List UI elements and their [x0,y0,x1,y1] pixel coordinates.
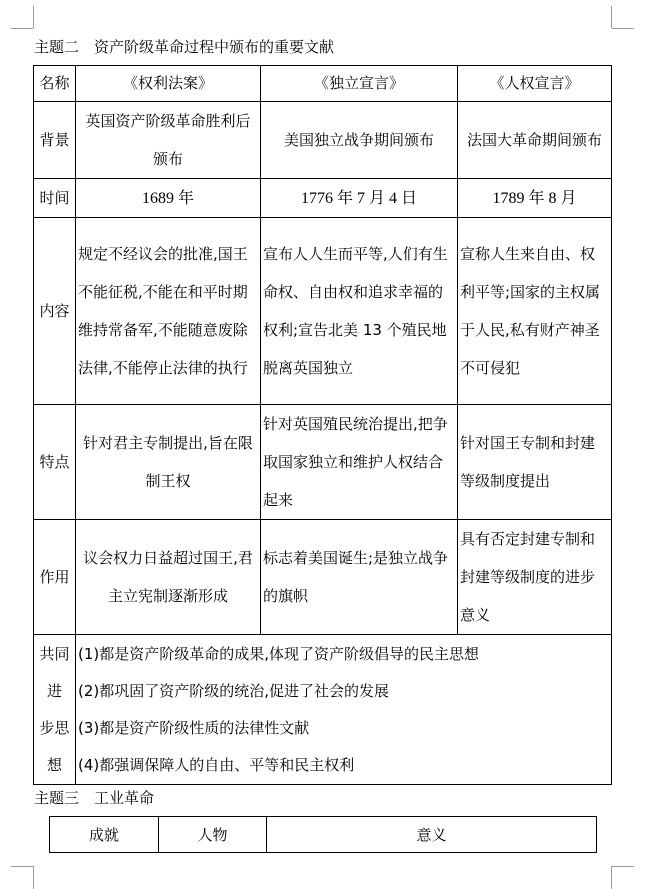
row-label: 内容 [34,218,76,405]
table-cell: 宣称人生来自由、权利平等;国家的主权属于人民,私有财产神圣不可侵犯 [458,218,612,405]
section-heading: 主题二 资产阶级革命过程中颁布的重要文献 [34,38,335,56]
header-cell: 《独立宣言》 [261,66,458,102]
table-cell: 针对英国殖民统治提出,把争取国家独立和维护人权结合起来 [261,405,458,520]
table-cell: 法国大革命期间颁布 [458,102,612,179]
table-cell: 英国资产阶级革命胜利后颁布 [76,102,261,179]
header-cell: 成就 [50,817,159,853]
common-progress-row [34,635,612,785]
table-row [34,179,612,218]
table-cell: 宣布人人生而平等,人们有生命权、自由权和追求幸福的权利;宣告北美 13 个殖民地脱离英国独立 [261,218,458,405]
table-row [34,520,612,635]
header-cell: 《人权宣言》 [458,66,612,102]
row-label-line: 步思 [39,718,70,737]
table-cell: 针对国王专制和封建等级制度提出 [458,405,612,520]
header-cell: 人物 [159,817,267,853]
row-label: 时间 [34,179,76,218]
table-cell: 1789 年 8 月 [458,179,612,218]
common-point: (4)都强调保障人的自由、平等和民主权利 [78,755,355,774]
table-cell: 议会权力日益超过国王,君主立宪制逐渐形成 [76,520,261,635]
table-cell: 针对君主专制提出,旨在限制王权 [76,405,261,520]
table-cell: 美国独立战争期间颁布 [261,102,458,179]
common-points-cell [76,635,612,785]
header-cell: 意义 [267,817,597,853]
row-label-line: 进 [46,681,62,700]
crop-mark [11,28,33,29]
crop-mark [33,6,34,28]
table-row [34,218,612,405]
row-label: 背景 [34,102,76,179]
row-label-line: 共同 [39,644,70,663]
table-cell: 规定不经议会的批准,国王不能征税,不能在和平时期维持常备军,不能随意废除法律,不能停止法律的执行 [76,218,261,405]
row-label [34,635,76,785]
row-label-line: 想 [46,755,62,774]
section-heading: 主题三 工业革命 [34,789,155,807]
table-header-row [34,66,612,102]
common-point: (3)都是资产阶级性质的法律性文献 [78,718,310,737]
table-cell: 具有否定封建专制和封建等级制度的进步意义 [458,520,612,635]
documents-table [33,65,612,785]
crop-mark [611,866,612,889]
table-row [34,102,612,179]
row-label: 特点 [34,405,76,520]
industrial-revolution-table [49,816,597,853]
crop-mark [33,866,34,889]
crop-mark [11,866,33,867]
header-cell: 名称 [34,66,76,102]
row-label: 作用 [34,520,76,635]
table-cell: 1689 年 [76,179,261,218]
crop-mark [612,866,634,867]
table-row [34,405,612,520]
table-cell: 1776 年 7 月 4 日 [261,179,458,218]
common-point: (2)都巩固了资产阶级的统治,促进了社会的发展 [78,681,390,700]
crop-mark [612,28,634,29]
common-point: (1)都是资产阶级革命的成果,体现了资产阶级倡导的民主思想 [78,644,480,663]
header-cell: 《权利法案》 [76,66,261,102]
table-cell: 标志着美国诞生;是独立战争的旗帜 [261,520,458,635]
crop-mark [611,6,612,28]
table-header-row [50,817,597,853]
